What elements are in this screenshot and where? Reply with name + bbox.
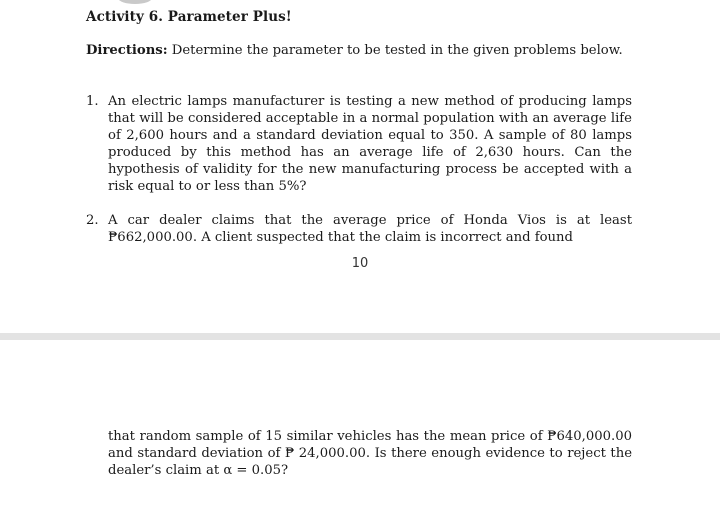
activity-title: Activity 6. Parameter Plus!: [86, 9, 292, 25]
directions-label: Directions:: [86, 43, 168, 58]
problem-number: 2.: [86, 213, 99, 228]
decorative-arc: [118, 0, 152, 4]
directions: [86, 42, 632, 60]
page-lower: [0, 340, 720, 508]
problem-text: A car dealer claims that the average price of Honda Vios is at least ₱662,000.00. A client suspected that the claim is incorrect and found: [108, 213, 632, 245]
problem-1: [86, 93, 632, 195]
directions-text: Determine the parameter to be tested in the given problems below.: [167, 43, 623, 58]
page-separator: [0, 333, 720, 340]
page-number: 10: [351, 256, 369, 271]
problem-2-continuation: that random sample of 15 similar vehicles has the mean price of ₱640,000.00 and standard deviation of ₱ 24,000.00. Is there enough evidence to reject the dealer’s claim at α = 0.05?: [108, 429, 632, 478]
problem-number: 1.: [86, 94, 99, 109]
problem-2: [86, 212, 632, 246]
problem-text: An electric lamps manufacturer is testing a new method of producing lamps that will be considered acceptable in a normal population with an average life of 2,600 hours and a standard deviation equal to 350. A sample of 80 lamps produced by this method has an average life of 2,630 hours. Can the hypothesis of validity for the new manufacturing process be accepted with a risk equal to or less than 5%?: [108, 94, 632, 194]
